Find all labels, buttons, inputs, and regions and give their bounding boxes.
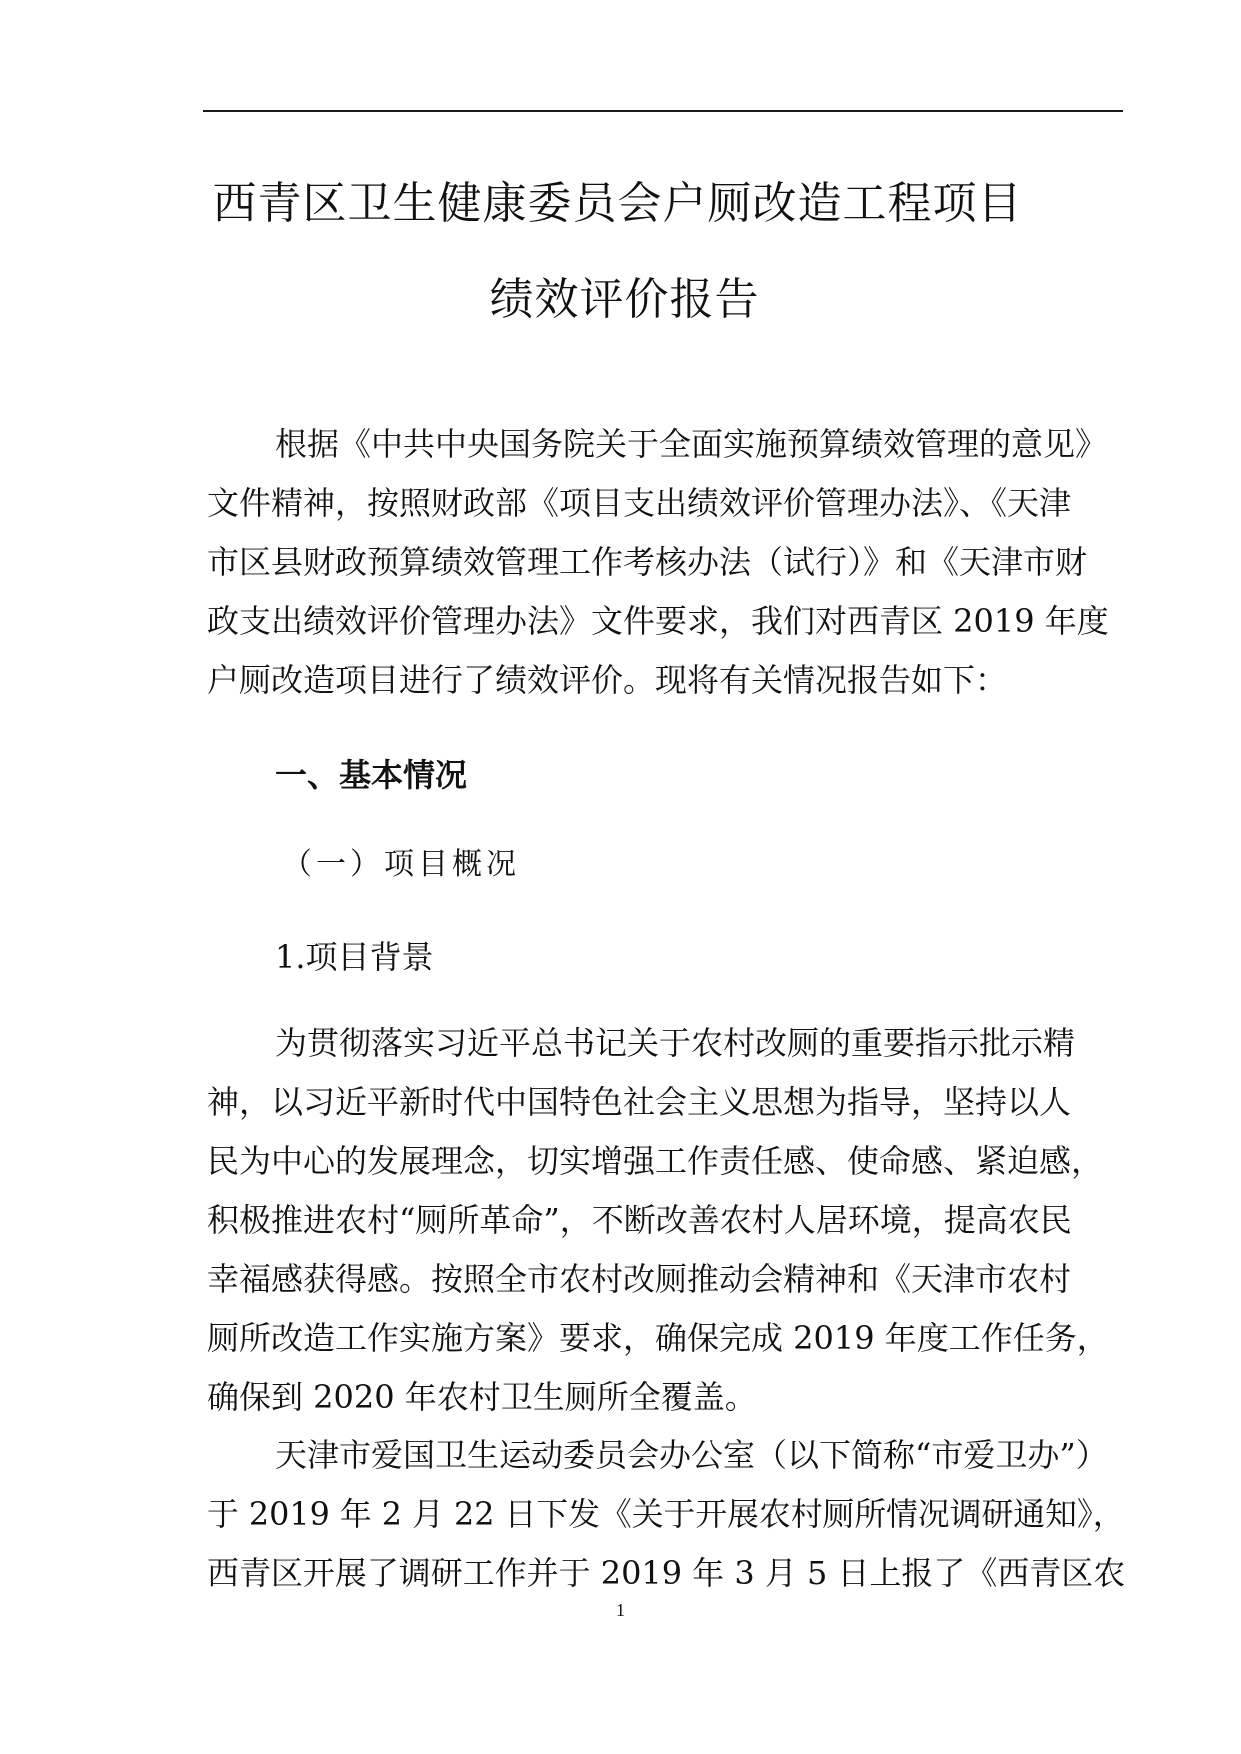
- item-heading: 1.项目背景: [275, 938, 434, 976]
- background-line: 厕所改造工作实施方案》要求，确保完成 2019 年度工作任务，: [207, 1319, 1109, 1357]
- research-line: 西青区开展了调研工作并于 2019 年 3 月 5 日上报了《西青区农: [207, 1554, 1126, 1592]
- intro-line: 市区县财政预算绩效管理工作考核办法（试行）》和《天津市财: [207, 543, 1088, 581]
- document-title-line-1: 西青区卫生健康委员会户厕改造工程项目: [212, 178, 1023, 229]
- background-line: 积极推进农村“厕所革命”，不断改善农村人居环境，提高农民: [207, 1201, 1072, 1239]
- intro-line: 文件精神，按照财政部《项目支出绩效评价管理办法》、《天津: [207, 484, 1072, 522]
- background-line: 幸福感获得感。按照全市农村改厕推动会精神和《天津市农村: [207, 1260, 1072, 1298]
- background-line: 为贯彻落实习近平总书记关于农村改厕的重要指示批示精: [275, 1024, 1076, 1062]
- header-rule: [203, 110, 1123, 112]
- page-number: 1: [616, 1600, 625, 1620]
- section-heading: 一、基本情况: [275, 756, 468, 794]
- intro-line: 户厕改造项目进行了绩效评价。现将有关情况报告如下：: [207, 661, 1008, 699]
- intro-line: 根据《中共中央国务院关于全面实施预算绩效管理的意见》: [275, 425, 1108, 463]
- research-line: 天津市爱国卫生运动委员会办公室（以下简称“市爱卫办”）: [275, 1436, 1108, 1474]
- subsection-heading: （一）项目概况: [282, 847, 520, 882]
- background-line: 确保到 2020 年农村卫生厕所全覆盖。: [207, 1378, 757, 1416]
- research-line: 于 2019 年 2 月 22 日下发《关于开展农村厕所情况调研通知》，: [207, 1495, 1125, 1533]
- background-line: 民为中心的发展理念，切实增强工作责任感、使命感、紧迫感，: [207, 1142, 1104, 1180]
- background-line: 神，以习近平新时代中国特色社会主义思想为指导，坚持以人: [207, 1083, 1072, 1121]
- document-title-line-2: 绩效评价报告: [489, 274, 760, 325]
- intro-line: 政支出绩效评价管理办法》文件要求，我们对西青区 2019 年度: [207, 602, 1109, 640]
